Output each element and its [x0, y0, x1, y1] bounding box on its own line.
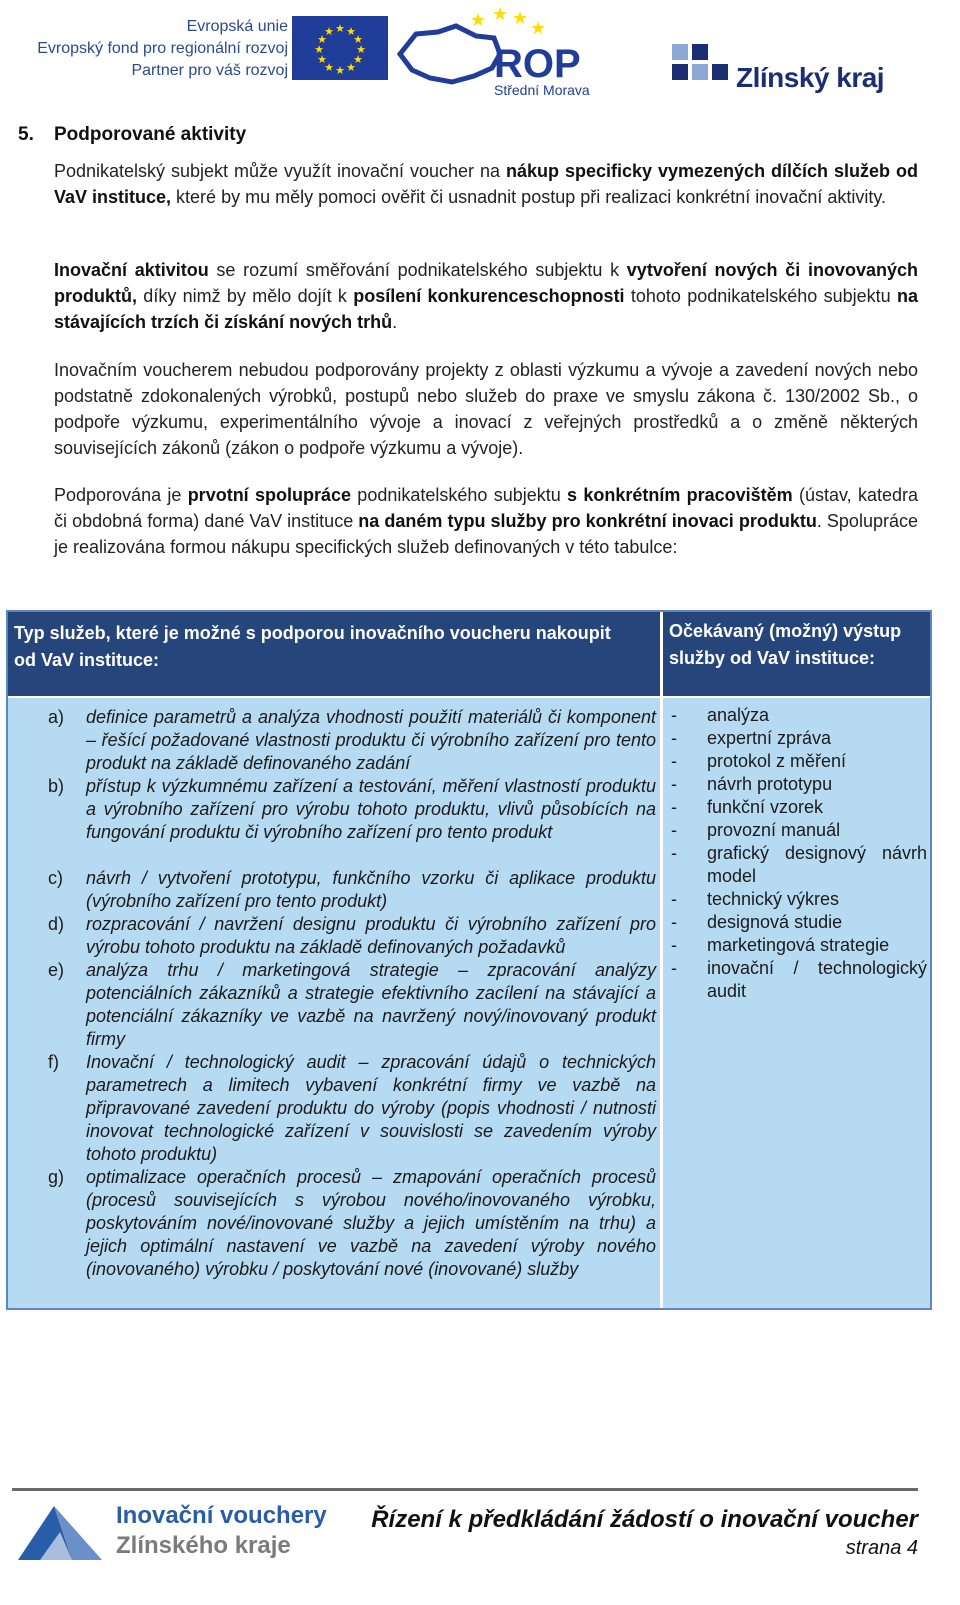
svg-text:★: ★ [353, 33, 363, 46]
output-item: - grafický designový návrh model [671, 843, 927, 886]
svg-text:★: ★ [530, 18, 547, 39]
output-item: - funkční vzorek [671, 797, 824, 817]
eu-logo-text [18, 16, 288, 82]
output-item: - technický výkres [671, 889, 840, 909]
section-number: 5. [18, 124, 34, 145]
triangle-logo-icon [14, 1502, 106, 1564]
output-item: - návrh prototypu [671, 774, 833, 794]
region-name: Zlínský kraj [736, 62, 885, 93]
table-header-outputs: Očekávaný (možný) výstup služby od VaV instituce: [663, 612, 930, 696]
eu-line-2: Evropský fond pro regionální rozvoj [37, 40, 288, 57]
service-item-e: e) analýza trhu / marketingová strategie – zpracování analýzy potenciálních zákazníků a strategie efektivního zacílení na stávající a potenciální zákazníky ve vazbě na navržený nový/inovovaný produkt firmy [48, 960, 656, 1049]
output-item: - protokol z měření [671, 751, 847, 771]
svg-text:★: ★ [335, 22, 345, 35]
service-item-g: g) optimalizace operačních procesů – zmapování operačních procesů (procesů souvisejících s výrobou nového/inovovaného výrobku, poskytováním nové/inovované služby a jejich umístěním na trhu) a jejich optimální nastavení ve vazbě na zavedení výroby nového (inovovaného) výrobku / poskytování nové (inovované) služby [48, 1167, 656, 1279]
output-item: - expertní zpráva [671, 728, 832, 748]
svg-text:★: ★ [470, 10, 487, 31]
svg-text:★: ★ [335, 64, 345, 77]
svg-text:★: ★ [314, 43, 324, 56]
services-table [6, 610, 932, 1310]
eu-line-1: Evropská unie [186, 18, 288, 35]
svg-text:★: ★ [356, 43, 366, 56]
service-item-d: d) rozpracování / navržení designu produktu či výrobního zařízení pro výrobu tohoto produktu na základě definovaných požadavků [48, 914, 656, 957]
outputs-column [663, 698, 930, 1308]
output-item: - marketingová strategie [671, 935, 890, 955]
output-item: - provozní manuál [671, 820, 841, 840]
svg-text:★: ★ [346, 61, 356, 74]
section-title: Podporované aktivity [54, 124, 247, 145]
svg-text:★: ★ [324, 61, 334, 74]
svg-text:★: ★ [317, 33, 327, 46]
region-blocks-icon [668, 40, 732, 96]
svg-text:★: ★ [346, 25, 356, 38]
svg-text:★: ★ [492, 4, 509, 25]
output-item: - analýza [671, 705, 770, 725]
service-item-c: c) návrh / vytvoření prototypu, funkčního vzorku či aplikace produktu (výrobního zařízení pro tento produkt) [48, 868, 656, 911]
rop-logo [396, 4, 616, 100]
output-item: - designová studie [671, 912, 843, 932]
svg-text:★: ★ [324, 25, 334, 38]
footer-divider [12, 1488, 918, 1491]
table-header-services: Typ služeb, které je možné s podporou inovačního voucheru nakoupit od VaV instituce: [8, 612, 660, 696]
output-item: - inovační / technologický audit [671, 958, 927, 1001]
page-number: strana 4 [845, 1537, 918, 1559]
footer-document-title: Řízení k předkládání žádostí o inovační voucher [371, 1506, 918, 1533]
eu-flag-icon [292, 16, 388, 80]
section-heading [18, 124, 246, 146]
svg-text:★: ★ [317, 53, 327, 66]
paragraph-1: Podnikatelský subjekt může využít inovační voucher na nákup specificky vymezených dílčích služeb od VaV instituce, které by mu měly pomoci ověřit či usnadnit postup při realizaci konkrétní inovační aktivity. [54, 161, 918, 207]
logo-line-2: Zlínského kraje [116, 1532, 291, 1559]
rop-subtitle: Střední Morava [494, 82, 590, 98]
svg-text:★: ★ [512, 8, 529, 29]
service-item-b: b) přístup k výzkumnému zařízení a testování, měření vlastností produktu a výrobního zařízení pro výrobu tohoto produktu, vlivů působících na fungování produktu či výrobního zařízení pro tento produkt [48, 776, 656, 842]
eu-line-3: Partner pro váš rozvoj [131, 62, 288, 79]
paragraph-3: Inovačním voucherem nebudou podporovány projekty z oblasti výzkumu a vývoje a zavedení nových nebo podstatně zdokonalených výrobků, postupů nebo služeb do praxe ve smyslu zákona č. 130/2002 Sb., o podpoře výzkumu, experimentálního vývoje a inovací z veřejných prostředků a o změně některých souvisejících zákonů (zákon o podpoře výzkumu a vývoje). [54, 360, 918, 458]
logo-line-1: Inovační vouchery [116, 1502, 327, 1529]
service-item-a: a) definice parametrů a analýza vhodnosti použití materiálů či komponent – řešící požadované vlastnosti produktu či výrobního zařízení pro tento produkt na základě definovaného zadání [48, 707, 656, 773]
service-item-f: f) Inovační / technologický audit – zpracování údajů o technických parametrech a limitech vybavení konkrétní firmy ve vazbě na připravované zavedení produktu do výroby (popis vhodnosti / nutnosti inovovat technologické zařízení v souvislosti se zavedením výroby tohoto produktu) [48, 1052, 656, 1164]
services-column [8, 698, 660, 1308]
paragraph-4: Podporována je prvotní spolupráce podnikatelského subjektu s konkrétním pracovištěm (ústav, katedra či obdobná forma) dané VaV instituce na daném typu služby pro konkrétní inovaci produktu. Spolupráce je realizována formou nákupu specifických služeb definovaných v této tabulce: [54, 485, 918, 557]
rop-title: ROP [494, 42, 581, 86]
svg-text:★: ★ [353, 53, 363, 66]
vouchers-logo [14, 1502, 327, 1564]
paragraph-2: Inovační aktivitou se rozumí směřování podnikatelského subjektu k vytvoření nových či inovovaných produktů, díky nimž by mělo dojít k posílení konkurenceschopnosti tohoto podnikatelského subjektu na stávajících trzích či získání nových trhů. [54, 260, 918, 332]
